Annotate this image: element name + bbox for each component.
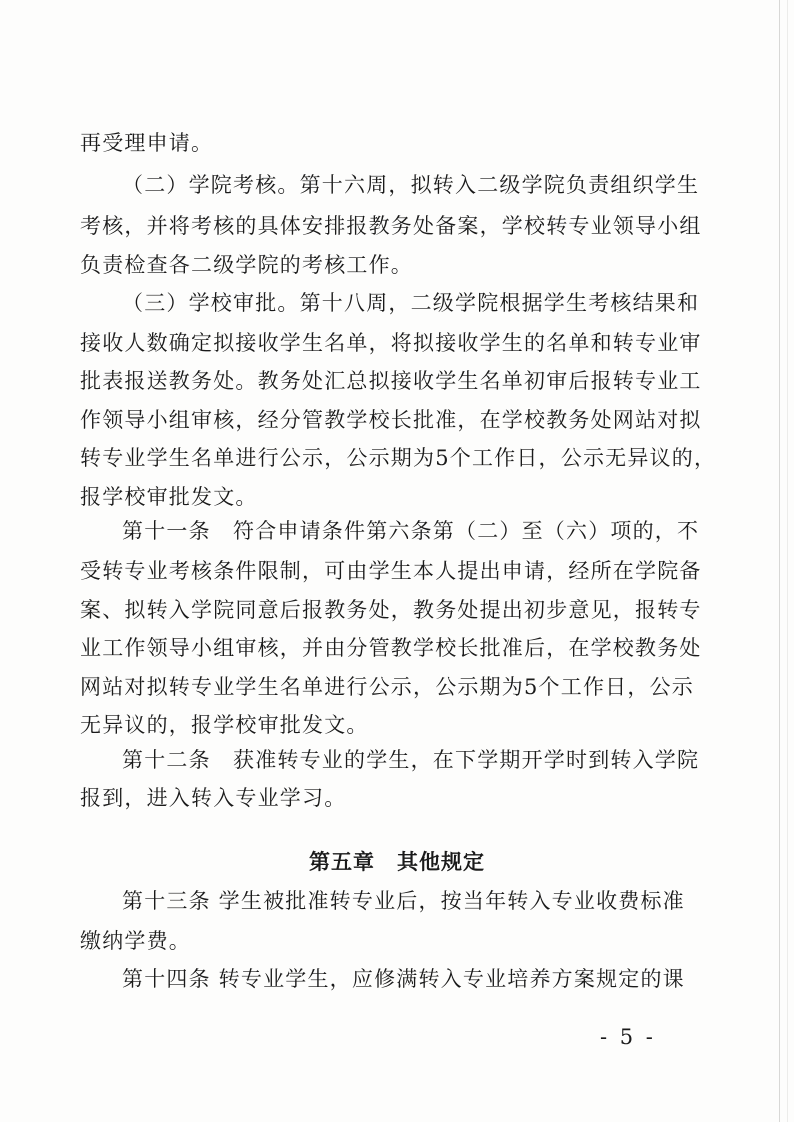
scan-edge-line	[787, 0, 788, 1122]
text-line: 案、拟转入学院同意后报教务处，教务处提出初步意见，报转专	[80, 598, 702, 622]
text-line: 转专业学生名单进行公示，公示期为5个工作日，公示无异议的，	[80, 446, 717, 470]
text-line: 业工作领导小组审核，并由分管教学校长批准后，在学校教务处	[80, 636, 702, 660]
text-line: 第十一条 符合申请条件第六条第（二）至（六）项的，不	[122, 519, 700, 543]
text-line: 再受理申请。	[80, 131, 214, 155]
text-line: 报到，进入转入专业学习。	[80, 786, 347, 810]
text-line: 负责检查各二级学院的考核工作。	[80, 253, 413, 277]
text-line: 第十三条 学生被批准转专业后，按当年转入专业收费标准	[122, 889, 685, 913]
text-line: 作领导小组审核，经分管教学校长批准，在学校教务处网站对拟	[80, 408, 702, 432]
scan-edge-line	[779, 0, 780, 1122]
text-line: 缴纳学费。	[80, 929, 191, 953]
page-number: - 5 -	[600, 1025, 656, 1049]
text-line: 第十二条 获准转专业的学生，在下学期开学时到转入学院	[122, 748, 700, 772]
text-line: 网站对拟转专业学生名单进行公示，公示期为5个工作日，公示	[80, 675, 694, 699]
chapter-heading: 第五章 其他规定	[309, 850, 485, 874]
text-line: 无异议的，报学校审批发文。	[80, 713, 369, 737]
text-line: （二）学院考核。第十六周，拟转入二级学院负责组织学生	[122, 173, 700, 197]
text-line: 接收人数确定拟接收学生名单，将拟接收学生的名单和转专业审	[80, 331, 702, 355]
text-line: 批表报送教务处。教务处汇总拟接收学生名单初审后报转专业工	[80, 369, 702, 393]
text-line: 第十四条 转专业学生，应修满转入专业培养方案规定的课	[122, 967, 685, 991]
text-line: 受转专业考核条件限制，可由学生本人提出申请，经所在学院备	[80, 559, 702, 583]
text-line: （三）学校审批。第十八周，二级学院根据学生考核结果和	[122, 291, 700, 315]
text-line: 报学校审批发文。	[80, 485, 258, 509]
text-line: 考核，并将考核的具体安排报教务处备案，学校转专业领导小组	[80, 214, 702, 238]
